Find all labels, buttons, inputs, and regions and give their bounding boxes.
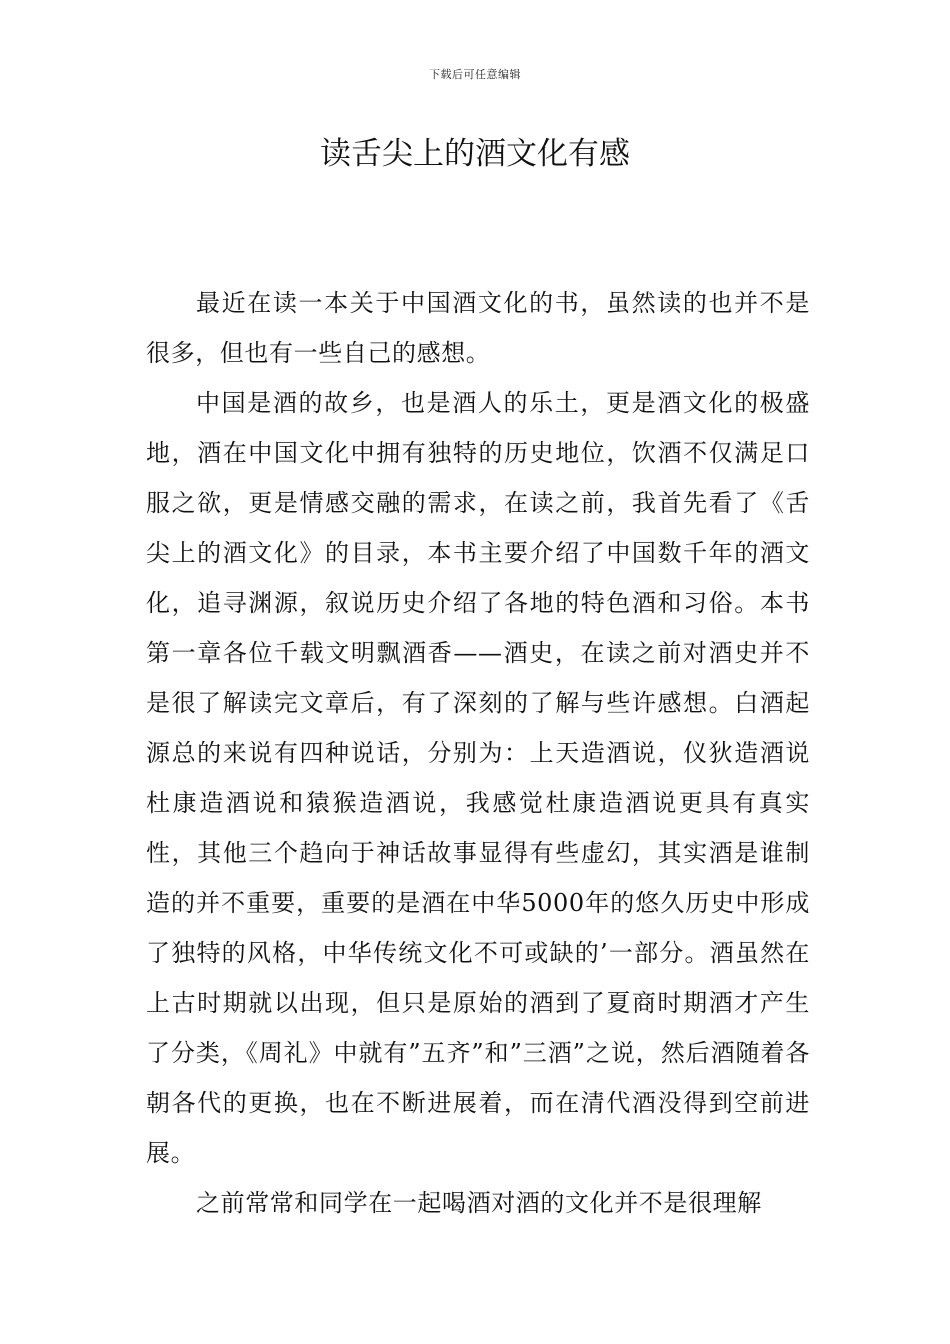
paragraph-2: 中国是酒的故乡，也是酒人的乐土，更是酒文化的极盛地，酒在中国文化中拥有独特的历史地位，饮酒不仅满足口服之欲，更是情感交融的需求，在读之前，我首先看了《舌尖上的酒文化》的目录，本书主要介绍了中国数千年的酒文化，追寻渊源，叙说历史介绍了各地的特色酒和习俗。本书第一章各位千载文明飘酒香——酒史，在读之前对酒史并不是很了解读完文章后，有了深刻的了解与些许感想。白酒起源总的来说有四种说话，分别为：上天造酒说，仪狄造酒说杜康造酒说和猿猴造酒说，我感觉杜康造酒说更具有真实性，其他三个趋向于神话故事显得有些虚幻，其实酒是谁制造的并不重要，重要的是酒在中华5000年的悠久历史中形成了独特的风格，中华传统文化不可或缺的’一部分。酒虽然在上古时期就以出现，但只是原始的酒到了夏商时期酒才产生了分类，《周礼》中就有”五齐”和”三酒”之说，然后酒随着各朝各代的更换，也在不断进展着，而在清代酒没得到空前进展。 — [146, 389, 810, 1167]
document-body — [146, 278, 810, 1228]
paragraph-1: 最近在读一本关于中国酒文化的书，虽然读的也并不是很多，但也有一些自己的感想。 — [146, 289, 810, 367]
document-title: 读舌尖上的酒文化有感 — [320, 136, 630, 172]
paragraph-3: 之前常常和同学在一起喝酒对酒的文化并不是很理解 — [196, 1189, 762, 1217]
header-note: 下载后可任意编辑 — [429, 68, 521, 81]
